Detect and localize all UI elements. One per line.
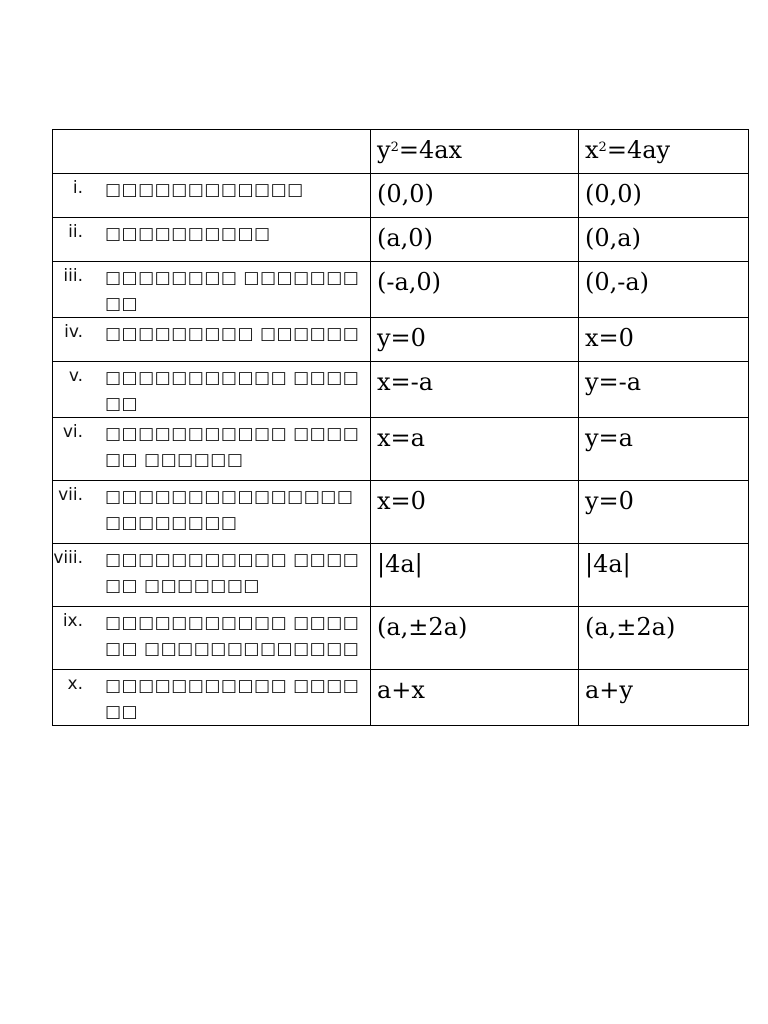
row-label-cell — [53, 670, 371, 726]
row-label-cell — [53, 262, 371, 318]
value-cell-x2-4ay: (0,a) — [579, 218, 749, 262]
value-cell-y2-4ax: (a,±2a) — [371, 607, 579, 670]
table-row — [53, 418, 749, 481]
row-label: □□□□□□□□□□□ □□□□□□ — [105, 368, 360, 414]
header-equation-x2-4ay: $x^2=4ay$ — [585, 136, 671, 164]
table-row — [53, 318, 749, 362]
row-label-cell — [53, 174, 371, 218]
row-label: □□□□□□□□□□□ □□□□□□ □□□□□□□ — [105, 550, 360, 596]
table-row — [53, 481, 749, 544]
value-cell-y2-4ax: a+x — [371, 670, 579, 726]
row-label: □□□□□□□□□□□ □□□□□□ — [105, 676, 360, 722]
row-number: iv. — [64, 322, 83, 342]
row-number: ix. — [62, 611, 83, 631]
row-number: vii. — [58, 485, 83, 505]
row-label-cell — [53, 318, 371, 362]
header-cell-y2-4ax — [371, 130, 579, 174]
row-label-cell — [53, 362, 371, 418]
row-label-cell — [53, 607, 371, 670]
parabola-properties-table — [52, 129, 749, 726]
row-label-cell — [53, 418, 371, 481]
table-row — [53, 262, 749, 318]
row-label-cell — [53, 218, 371, 262]
value-cell-y2-4ax: x=a — [371, 418, 579, 481]
value-cell-y2-4ax: (0,0) — [371, 174, 579, 218]
header-equation-y2-4ax: $y^2=4ax$ — [377, 136, 463, 164]
table-row — [53, 174, 749, 218]
value-cell-y2-4ax: (-a,0) — [371, 262, 579, 318]
row-label-cell — [53, 481, 371, 544]
row-label: □□□□□□□□□□□□□□□ □□□□□□□□ — [105, 487, 354, 533]
row-label: □□□□□□□□□□□ □□□□□□ □□□□□□ — [105, 424, 360, 470]
row-number: vi. — [62, 422, 83, 442]
value-cell-y2-4ax: y=0 — [371, 318, 579, 362]
row-label: □□□□□□□□□□□□ — [105, 180, 304, 200]
value-cell-x2-4ay: (a,±2a) — [579, 607, 749, 670]
value-cell-y2-4ax: (a,0) — [371, 218, 579, 262]
table-row — [53, 544, 749, 607]
row-label: □□□□□□□□ □□□□□□□□□ — [105, 268, 360, 314]
table-row — [53, 218, 749, 262]
value-cell-x2-4ay: y=a — [579, 418, 749, 481]
table-header-row — [53, 130, 749, 174]
table-row — [53, 362, 749, 418]
header-cell-x2-4ay — [579, 130, 749, 174]
value-cell-y2-4ax: x=-a — [371, 362, 579, 418]
value-cell-y2-4ax: |4a| — [371, 544, 579, 607]
row-label: □□□□□□□□□□ — [105, 224, 271, 244]
value-cell-x2-4ay: x=0 — [579, 318, 749, 362]
value-cell-x2-4ay: y=-a — [579, 362, 749, 418]
row-number: ii. — [68, 222, 83, 242]
row-label-cell — [53, 544, 371, 607]
table-row — [53, 607, 749, 670]
row-number: iii. — [63, 266, 83, 286]
row-label: □□□□□□□□□□□ □□□□□□ □□□□□□□□□□□□□ — [105, 613, 360, 659]
row-label: □□□□□□□□□ □□□□□□ — [105, 324, 360, 344]
header-cell-empty — [53, 130, 371, 174]
value-cell-x2-4ay: a+y — [579, 670, 749, 726]
row-number: viii. — [53, 548, 83, 568]
row-number: i. — [72, 178, 83, 198]
table-row — [53, 670, 749, 726]
value-cell-x2-4ay: y=0 — [579, 481, 749, 544]
value-cell-x2-4ay: (0,0) — [579, 174, 749, 218]
row-number: x. — [67, 674, 83, 694]
value-cell-x2-4ay: (0,-a) — [579, 262, 749, 318]
value-cell-y2-4ax: x=0 — [371, 481, 579, 544]
value-cell-x2-4ay: |4a| — [579, 544, 749, 607]
row-number: v. — [68, 366, 83, 386]
